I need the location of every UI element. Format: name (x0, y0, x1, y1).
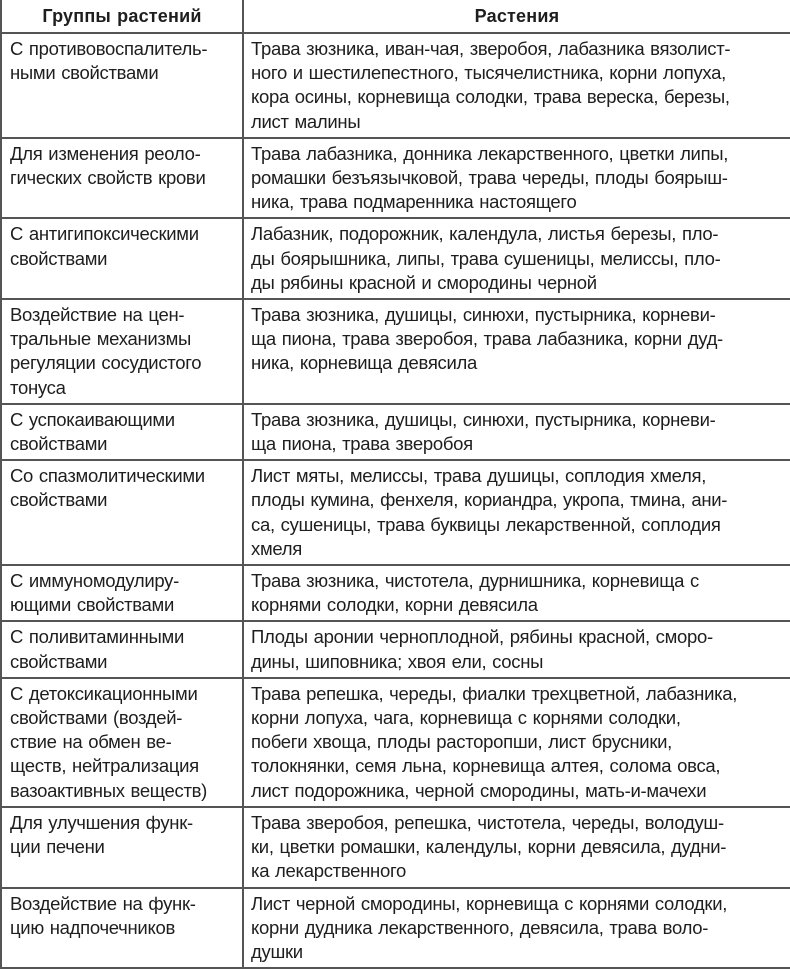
plants-cell: Трава зюзника, душицы, синюхи, пустырника, корневи- ща пиона, трава зверобоя, трава лабазника, корни дуд- ника, корневища девясила (243, 299, 790, 404)
plant-group-cell: Воздействие на цен- тральные механизмы регуляции сосудистого тонуса (1, 299, 243, 404)
plants-cell: Трава зверобоя, репешка, чистотела, череды, володуш- ки, цветки ромашки, календулы, корни девясила, дудни- ка лекарственного (243, 807, 790, 888)
header-plant-groups: Группы растений (1, 0, 243, 33)
plant-group-cell: Для изменения реоло- гических свойств крови (1, 138, 243, 219)
plant-group-cell: С поливитаминными свойствами (1, 621, 243, 677)
plants-cell: Лист черной смородины, корневища с корнями солодки, корни дудника лекарственного, девясила, трава воло- душки (243, 888, 790, 969)
table-row (1, 299, 790, 404)
plant-group-cell: Воздействие на функ- цию надпочечников (1, 888, 243, 969)
table-row (1, 807, 790, 888)
table-row (1, 678, 790, 807)
plants-cell: Трава зюзника, душицы, синюхи, пустырника, корневи- ща пиона, трава зверобоя (243, 404, 790, 460)
plant-group-cell: С детоксикационными свойствами (воздей- ствие на обмен ве- ществ, нейтрализация вазоактивных веществ) (1, 678, 243, 807)
plants-cell: Трава зюзника, чистотела, дурнишника, корневища с корнями солодки, корни девясила (243, 565, 790, 621)
plant-group-cell: С антигипоксическими свойствами (1, 218, 243, 299)
plant-group-cell: С успокаивающими свойствами (1, 404, 243, 460)
plants-cell: Трава зюзника, иван-чая, зверобоя, лабазника вязолист- ного и шестилепестного, тысячелистника, корни лопуха, кора осины, корневища солодки, трава вереска, березы, лист малины (243, 33, 790, 138)
table-row (1, 565, 790, 621)
plant-group-cell: Со спазмолитическими свойствами (1, 460, 243, 565)
table-row (1, 404, 790, 460)
plants-cell: Лабазник, подорожник, календула, листья березы, пло- ды боярышника, липы, трава сушеницы, мелиссы, пло- ды рябины красной и смородины черной (243, 218, 790, 299)
table-header-row (1, 0, 790, 33)
plants-cell: Плоды аронии черноплодной, рябины красной, сморо- дины, шиповника; хвоя ели, сосны (243, 621, 790, 677)
plant-group-cell: С иммуномодулиру- ющими свойствами (1, 565, 243, 621)
plants-cell: Трава лабазника, донника лекарственного, цветки липы, ромашки безъязычковой, трава череды, плоды боярыш- ника, трава подмаренника настоящего (243, 138, 790, 219)
plants-cell: Трава репешка, череды, фиалки трехцветной, лабазника, корни лопуха, чага, корневища с корнями солодки, побеги хвоща, плоды расторопши, лист брусники, толокнянки, семя льна, корневища алтея, солома овса, лист подорожника, черной смородины, мать-и-мачехи (243, 678, 790, 807)
table-row (1, 621, 790, 677)
plant-group-cell: С противовоспалитель- ными свойствами (1, 33, 243, 138)
table-row (1, 138, 790, 219)
table-row (1, 888, 790, 969)
table-row (1, 218, 790, 299)
plants-cell: Лист мяты, мелиссы, трава душицы, соплодия хмеля, плоды кумина, фенхеля, кориандра, укропа, тмина, ани- са, сушеницы, трава буквицы лекарственной, соплодия хмеля (243, 460, 790, 565)
table-row (1, 460, 790, 565)
plant-group-cell: Для улучшения функ- ции печени (1, 807, 243, 888)
table-row (1, 33, 790, 138)
header-plants: Растения (243, 0, 790, 33)
